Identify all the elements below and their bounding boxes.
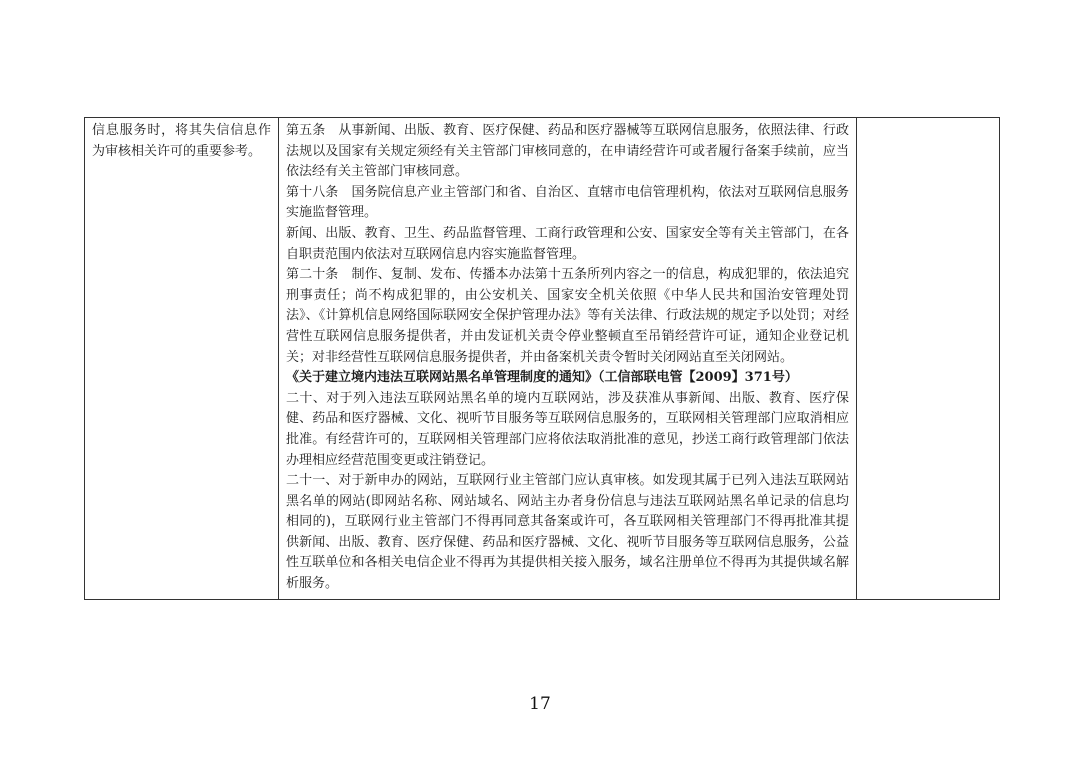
article-18-paragraph: 第十八条 国务院信息产业主管部门和省、自治区、直辖市电信管理机构，依法对互联网信息服务实施监督管理。: [286, 184, 849, 221]
item-21-paragraph: 二十一、对于新申办的网站，互联网行业主管部门应认真审核。如发现其属于已列入违法互联网站黑名单的网站(即网站名称、网站域名、网站主办者身份信息与违法互联网站黑名单记录的信息均相同的)，互联网行业主管部门不得再同意其备案或许可，各互联网相关管理部门不得再批准其提供新闻、出版、教育、医疗保健、药品和医疗器械、文化、视听节目服务等互联网信息服务，公益性互联单位和各相关电信企业不得再为其提供相关接入服务，域名注册单位不得再为其提供域名解析服务。: [286, 473, 849, 592]
remarks-cell: [857, 118, 1000, 600]
table-row: [85, 118, 1000, 600]
supervision-paragraph: 新闻、出版、教育、卫生、药品监督管理、工商行政管理和公安、国家安全等有关主管部门，在各自职责范围内依法对互联网信息内容实施监督管理。: [286, 225, 849, 262]
regulation-table: [84, 117, 1000, 600]
measure-text: 信息服务时，将其失信信息作为审核相关许可的重要参考。: [92, 123, 271, 159]
item-20-paragraph: 二十、对于列入违法互联网站黑名单的境内互联网站，涉及获准从事新闻、出版、教育、医疗保健、药品和医疗器械、文化、视听节目服务等互联网信息服务的，互联网相关管理部门应取消相应批准。有经营许可的，互联网相关管理部门应将依法取消批准的意见，抄送工商行政管理部门依法办理相应经营范围变更或注销登记。: [286, 390, 849, 468]
page-number: 17: [529, 694, 551, 714]
article-20-paragraph: 第二十条 制作、复制、发布、传播本办法第十五条所列内容之一的信息，构成犯罪的，依法追究刑事责任；尚不构成犯罪的，由公安机关、国家安全机关依照《中华人民共和国治安管理处罚法》、《计算机信息网络国际联网安全保护管理办法》等有关法律、行政法规的规定予以处罚；对经营性互联网信息服务提供者，并由发证机关责令停业整顿直至吊销经营许可证，通知企业登记机关；对非经营性互联网信息服务提供者，并由备案机关责令暂时关闭网站直至关闭网站。: [286, 267, 849, 365]
article-5-paragraph: 第五条 从事新闻、出版、教育、医疗保健、药品和医疗器械等互联网信息服务，依照法律、行政法规以及国家有关规定须经有关主管部门审核同意的，在申请经营许可或者履行备案手续前，应当依法经有关主管部门审核同意。: [286, 123, 849, 180]
legal-basis-cell: [279, 118, 857, 600]
notice-title-paragraph: 《关于建立境内违法互联网站黑名单管理制度的通知》（工信部联电管【2009】371号）: [286, 370, 798, 386]
measure-cell: [85, 118, 279, 600]
